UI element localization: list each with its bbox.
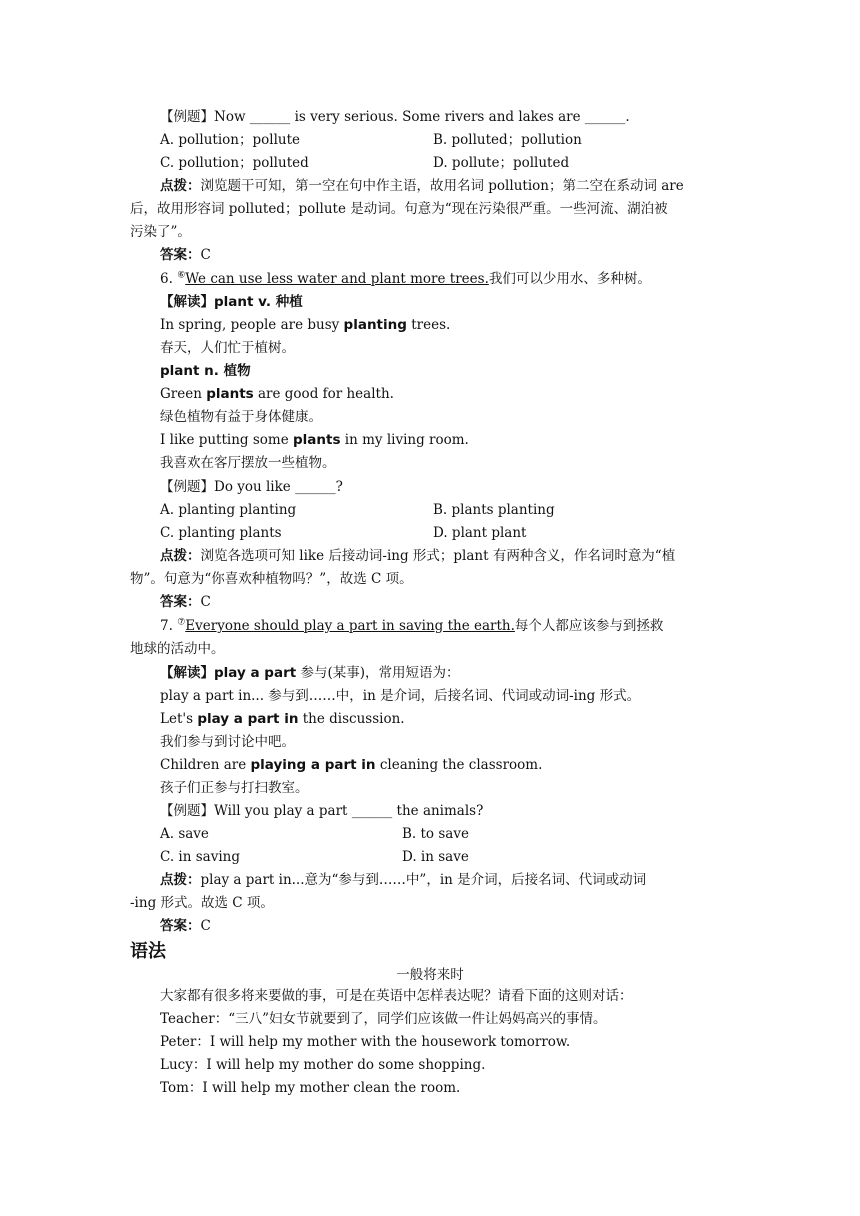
- example-sentence: [160, 385, 394, 403]
- text: Let's: [160, 711, 198, 727]
- question-text: Now ______ is very serious. Some rivers and lakes are ______.: [214, 109, 630, 125]
- sentence-7: [160, 617, 663, 635]
- translation: 每个人都应该参与到拯救: [514, 618, 664, 634]
- keyword: play a part: [214, 665, 297, 681]
- answer-line: [160, 593, 211, 611]
- hint-line: [160, 547, 675, 565]
- example-question: [160, 802, 483, 820]
- example-translation: 春天，人们忙于植树。: [160, 340, 295, 356]
- sentence-6: [160, 270, 651, 288]
- hint-text: 浏览题干可知，第一空在句中作主语，故用名词 pollution；第二空在系动词 are: [200, 178, 684, 194]
- option-c: C. in saving: [160, 849, 240, 865]
- answer-line: [160, 917, 211, 935]
- example-question: [160, 108, 630, 126]
- text: the discussion.: [298, 711, 405, 727]
- answer-line: [160, 246, 211, 264]
- key-sentence: Everyone should play a part in saving the earth.: [185, 618, 515, 634]
- option-b: B. to save: [402, 826, 469, 842]
- hint-line: 污染了”。: [130, 224, 191, 240]
- item-number: 7.: [160, 618, 173, 634]
- highlight: playing a part in: [250, 757, 376, 773]
- option-a: A. pollution；pollute: [160, 132, 301, 148]
- explain-tag: 【解读】: [160, 294, 214, 310]
- example-sentence: [160, 756, 542, 774]
- highlight: plants: [206, 386, 254, 402]
- option-a: A. planting planting: [160, 502, 297, 518]
- hint-line: 后，故用形容词 polluted；pollute 是动词。句意为“现在污染很严重。一些河流、湖泊被: [130, 201, 668, 217]
- grammar-title: 一般将来时: [396, 967, 464, 983]
- highlight: play a part in: [197, 711, 299, 727]
- hint-line: 物”。句意为“你喜欢种植物吗？”，故选 C 项。: [130, 571, 413, 587]
- hint-label: 点拨：: [160, 872, 201, 888]
- text: I like putting some: [160, 432, 293, 448]
- example-sentence: [160, 710, 405, 728]
- explain-text: play a part in... 参与到……中，in 是介词，后接名词、代词或动词-ing 形式。: [160, 688, 641, 704]
- example-sentence: [160, 316, 450, 334]
- answer-label: 答案：: [160, 594, 201, 610]
- hint-label: 点拨：: [160, 548, 201, 564]
- dialogue-line: Tom：I will help my mother clean the room.: [160, 1080, 461, 1096]
- option-a: A. save: [160, 826, 209, 842]
- circled-number: ⑦: [177, 617, 186, 628]
- hint-text: play a part in...意为“参与到……中”，in 是介词，后接名词、代词或动词: [200, 872, 647, 888]
- text: 参与(某事)，常用短语为：: [296, 665, 460, 681]
- text: in my living room.: [340, 432, 469, 448]
- keyword: plant v. 种植: [214, 294, 303, 310]
- answer-label: 答案：: [160, 918, 201, 934]
- explain-tag: 【解读】: [160, 665, 214, 681]
- question-text: Do you like ______?: [214, 479, 343, 495]
- option-d: D. in save: [402, 849, 469, 865]
- answer-label: 答案：: [160, 247, 201, 263]
- example-tag: 【例题】: [160, 803, 214, 819]
- hint-line: [160, 177, 684, 195]
- hint-line: [160, 871, 646, 889]
- dialogue-line: Teacher：“三八”妇女节就要到了，同学们应该做一件让妈妈高兴的事情。: [160, 1011, 607, 1027]
- option-c: C. planting plants: [160, 525, 282, 541]
- example-sentence: [160, 431, 469, 449]
- answer-value: C: [200, 247, 211, 263]
- highlight: plants: [293, 432, 341, 448]
- keyword: plant n. 植物: [160, 363, 251, 379]
- translation: 我们可以少用水、多种树。: [488, 271, 651, 287]
- text: In spring, people are busy: [160, 317, 344, 333]
- option-d: D. pollute；polluted: [433, 155, 570, 171]
- example-translation: 我喜欢在客厅摆放一些植物。: [160, 455, 336, 471]
- text: trees.: [406, 317, 451, 333]
- item-number: 6.: [160, 271, 173, 287]
- option-d: D. plant plant: [433, 525, 527, 541]
- option-b: B. plants planting: [433, 502, 555, 518]
- example-tag: 【例题】: [160, 109, 214, 125]
- example-translation: 我们参与到讨论中吧。: [160, 734, 295, 750]
- answer-value: C: [200, 594, 211, 610]
- circled-number: ⑥: [177, 270, 186, 281]
- explain-line: [160, 293, 303, 311]
- hint-label: 点拨：: [160, 178, 201, 194]
- hint-line: -ing 形式。故选 C 项。: [130, 895, 274, 911]
- text: Green: [160, 386, 207, 402]
- text: cleaning the classroom.: [375, 757, 543, 773]
- question-text: Will you play a part ______ the animals?: [214, 803, 484, 819]
- text: Children are: [160, 757, 251, 773]
- translation: 地球的活动中。: [130, 641, 225, 657]
- option-b: B. polluted；pollution: [433, 132, 582, 148]
- answer-value: C: [200, 918, 211, 934]
- highlight: planting: [343, 317, 407, 333]
- example-tag: 【例题】: [160, 479, 214, 495]
- dialogue-line: Peter：I will help my mother with the housework tomorrow.: [160, 1034, 571, 1050]
- text: are good for health.: [253, 386, 394, 402]
- explain-line: [160, 664, 460, 682]
- dialogue-line: Lucy：I will help my mother do some shopping.: [160, 1057, 486, 1073]
- grammar-paragraph: 大家都有很多将来要做的事，可是在英语中怎样表达呢？请看下面的这则对话：: [160, 988, 633, 1004]
- hint-text: 浏览各选项可知 like 后接动词-ing 形式；plant 有两种含义，作名词时意为“植: [200, 548, 676, 564]
- example-translation: 孩子们正参与打扫教室。: [160, 780, 309, 796]
- example-translation: 绿色植物有益于身体健康。: [160, 409, 322, 425]
- key-sentence: We can use less water and plant more trees.: [185, 271, 489, 287]
- section-heading: 语法: [130, 941, 166, 962]
- example-question: [160, 478, 343, 496]
- option-c: C. pollution；polluted: [160, 155, 309, 171]
